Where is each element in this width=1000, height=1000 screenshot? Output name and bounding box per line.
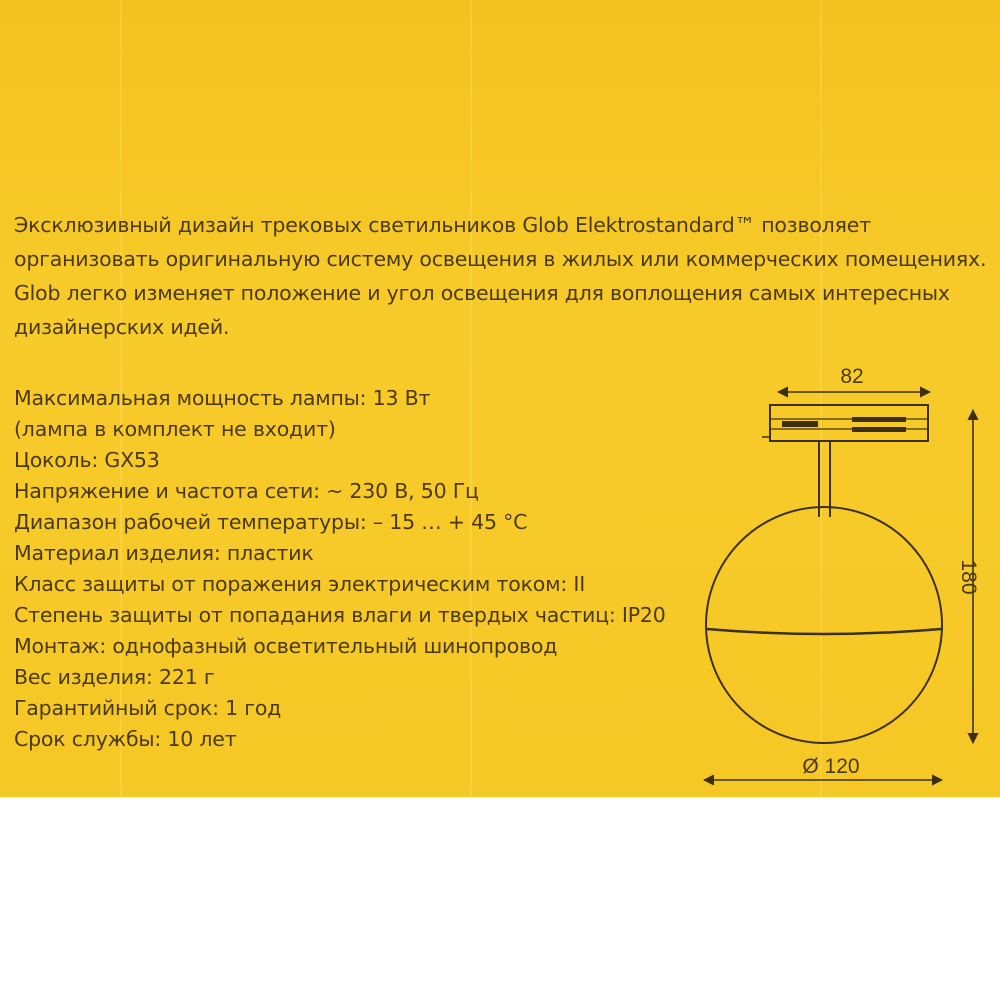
- track-adapter-icon: [762, 405, 928, 441]
- diameter-dimension-label: Ø 120: [802, 755, 860, 778]
- spec-line-socket: Цоколь: GX53: [14, 448, 160, 472]
- spec-line-temperature: Диапазон рабочей температуры: – 15 … + 45 °С: [14, 510, 528, 534]
- spec-line-lamp-note: (лампа в комплект не входит): [14, 417, 336, 441]
- lamp-stem-icon: [819, 441, 830, 517]
- spec-line-mounting: Монтаж: однофазный осветительный шинопровод: [14, 634, 558, 658]
- spec-list: [14, 383, 704, 755]
- width-dimension-label: 82: [840, 365, 864, 388]
- intro-line: дизайнерских идей.: [14, 315, 230, 339]
- spec-line-material: Материал изделия: пластик: [14, 541, 314, 565]
- spec-line-service-life: Срок службы: 10 лет: [14, 727, 237, 751]
- lamp-drawing-svg: [690, 355, 1000, 795]
- intro-line: Эксклюзивный дизайн трековых светильников Glob Elektrostandard™ позволяет: [14, 213, 871, 237]
- lamp-dimension-drawing: [690, 355, 1000, 795]
- spec-line-weight: Вес изделия: 221 г: [14, 665, 215, 689]
- lamp-globe-icon: [706, 507, 942, 743]
- spec-line-voltage: Напряжение и частота сети: ~ 230 В, 50 Гц: [14, 479, 479, 503]
- spec-line-warranty: Гарантийный срок: 1 год: [14, 696, 282, 720]
- spec-line-max-power: Максимальная мощность лампы: 13 Вт: [14, 386, 431, 410]
- spec-line-ip-rating: Степень защиты от попадания влаги и твердых частиц: IP20: [14, 603, 666, 627]
- height-dimension-label: 180: [957, 559, 980, 595]
- intro-paragraph: [14, 208, 994, 344]
- intro-line: организовать оригинальную систему освещения в жилых или коммерческих помещениях.: [14, 247, 987, 271]
- spec-line-protection-class: Класс защиты от поражения электрическим током: II: [14, 572, 586, 596]
- intro-line: Glob легко изменяет положение и угол освещения для воплощения самых интересных: [14, 281, 950, 305]
